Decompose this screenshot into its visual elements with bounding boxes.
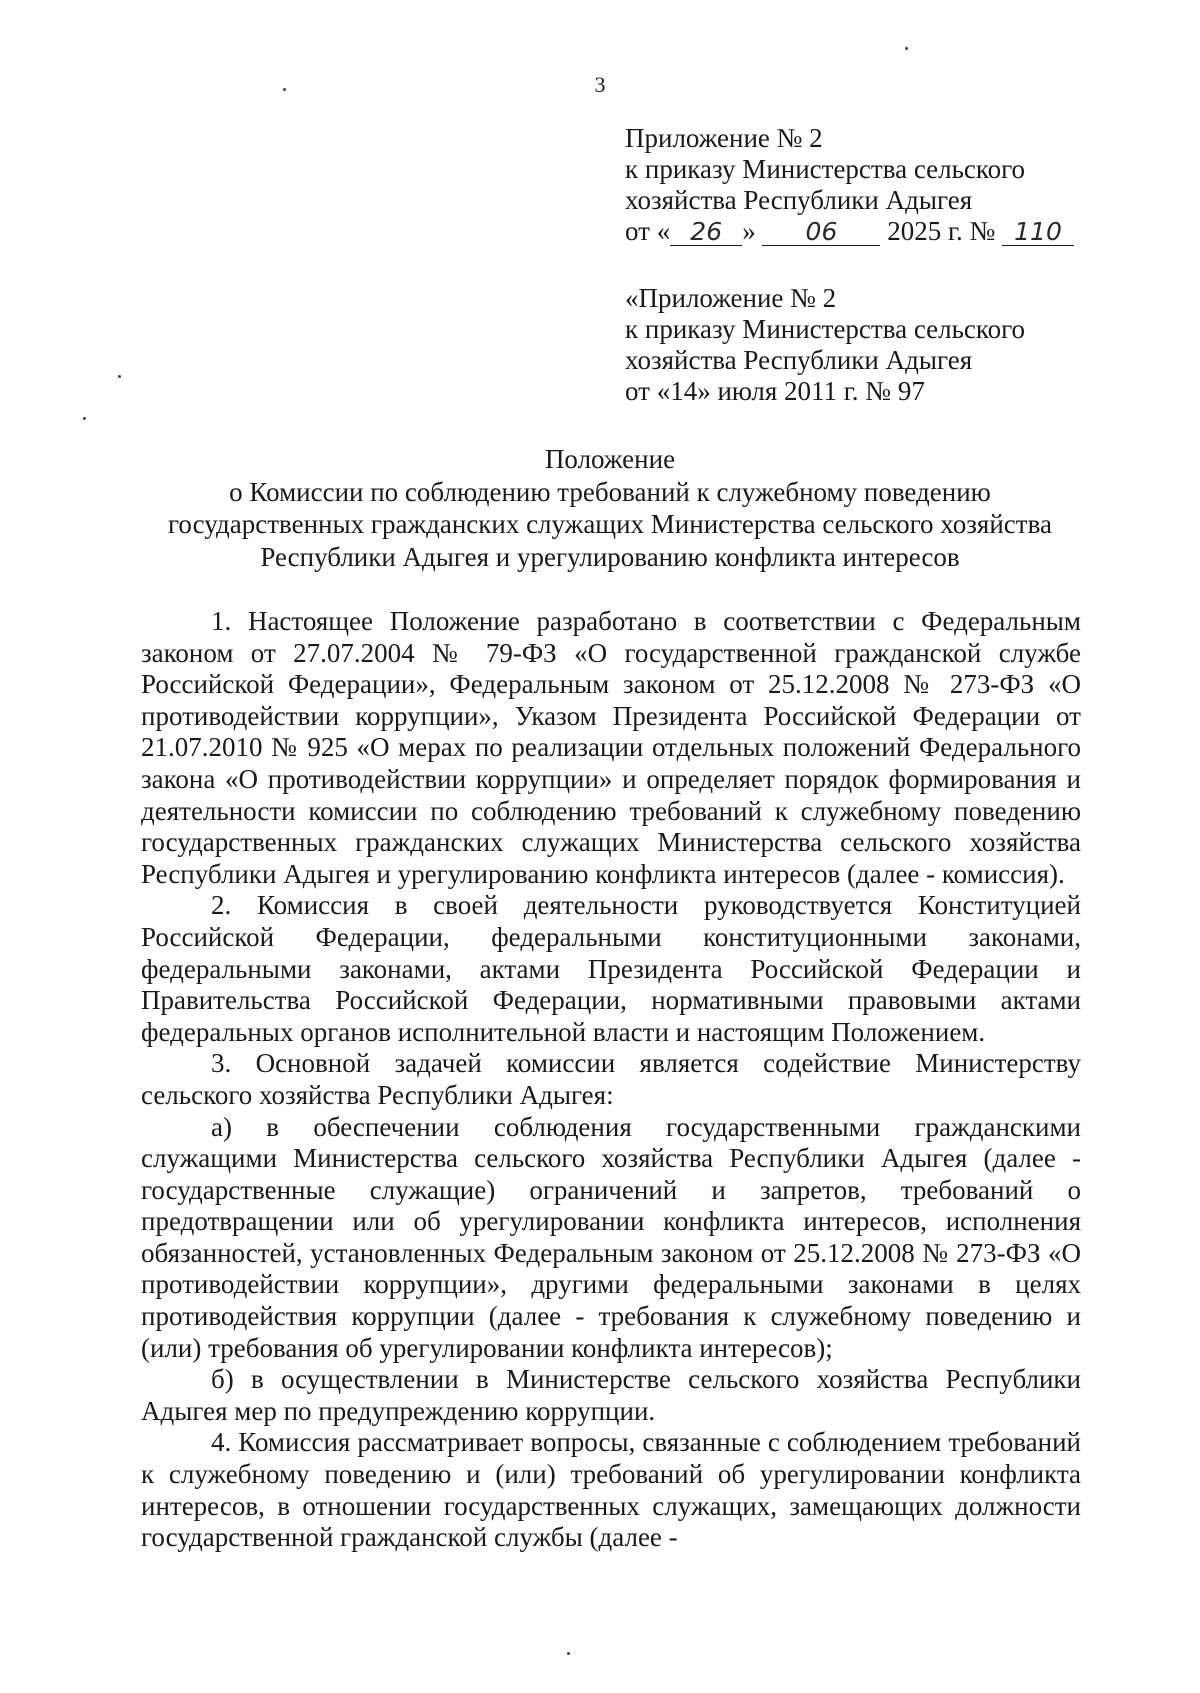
document-body <box>141 606 1081 1554</box>
scan-speck <box>567 1652 570 1655</box>
page-number: 3 <box>594 72 606 97</box>
paragraph-4: 4. Комиссия рассматривает вопросы, связанные с соблюдением требований к служебному поведению и (или) требований об урегулировании конфликта интересов, в отношении государственных служащих, замещающих должности государственной гражданской службы (далее - <box>141 1427 1081 1553</box>
paragraph-3: 3. Основной задачей комиссии является содействие Министерству сельского хозяйства Республики Адыгея: <box>141 1048 1081 1110</box>
annex-new-date-line <box>625 216 1074 247</box>
title-line-4: Республики Адыгея и урегулированию конфликта интересов <box>260 541 960 572</box>
annex-new-line-3: хозяйства Республики Адыгея <box>625 185 973 215</box>
date-year: 2025 г. № <box>887 216 996 246</box>
date-mid: » <box>742 216 756 246</box>
annex-old-line-2: к приказу Министерства сельского <box>625 314 1026 344</box>
document-title <box>130 443 1090 573</box>
handwritten-day: 26 <box>670 219 742 246</box>
scan-speck <box>905 47 908 50</box>
annex-new-line-2: к приказу Министерства сельского <box>625 154 1026 184</box>
annex-header-new <box>625 123 1074 247</box>
annex-old-line-3: хозяйства Республики Адыгея <box>625 345 973 375</box>
annex-old-line-1: «Приложение № 2 <box>625 283 837 313</box>
paragraph-3b: б) в осуществлении в Министерстве сельского хозяйства Республики Адыгея мер по предупреждению коррупции. <box>141 1364 1081 1426</box>
annex-old-line-4: от «14» июля 2011 г. № 97 <box>625 376 925 406</box>
title-line-2: о Комиссии по соблюдению требований к служебному поведению <box>229 476 991 507</box>
date-prefix: от « <box>625 216 671 246</box>
paragraph-2: 2. Комиссия в своей деятельности руководствуется Конституцией Российской Федерации, федеральными конституционными законами, федеральными законами, актами Президента Российской Федерации и Правительства Российской Федерации, нормативными правовыми актами федеральных органов исполнительной власти и настоящим Положением. <box>141 890 1081 1047</box>
paragraph-1: 1. Настоящее Положение разработано в соответствии с Федеральным законом от 27.07.2004 № 79-ФЗ «О государственной гражданской службе Российской Федерации», Федеральным законом от 25.12.2008 № 273-ФЗ «О противодействии коррупции», Указом Президента Российской Федерации от 21.07.2010 № 925 «О мерах по реализации отдельных положений Федерального закона «О противодействии коррупции» и определяет порядок формирования и деятельности комиссии по соблюдению требований к служебному поведению государственных гражданских служащих Министерства сельского хозяйства Республики Адыгея и урегулированию конфликта интересов (далее - комиссия). <box>141 606 1081 889</box>
handwritten-order-number: 110 <box>1002 219 1074 246</box>
title-line-1: Положение <box>544 444 676 474</box>
title-line-3: государственных гражданских служащих Министерства сельского хозяйства <box>168 509 1052 539</box>
scan-speck <box>83 417 86 420</box>
paragraph-3a: а) в обеспечении соблюдения государственными гражданскими служащими Министерства сельского хозяйства Республики Адыгея (далее - государственные служащие) ограничений и запретов, требований о предотвращении или об урегулировании конфликта интересов, исполнения обязанностей, установленных Федеральным законом от 25.12.2008 № 273-ФЗ «О противодействии коррупции», другими федеральными законами в целях противодействия коррупции (далее - требования к служебному поведению и (или) требования об урегулировании конфликта интересов); <box>141 1111 1081 1363</box>
annex-header-old <box>625 283 1025 407</box>
annex-new-line-1: Приложение № 2 <box>625 123 823 153</box>
handwritten-month: 06 <box>762 219 880 246</box>
scan-speck <box>118 375 121 378</box>
scan-speck <box>283 88 286 91</box>
